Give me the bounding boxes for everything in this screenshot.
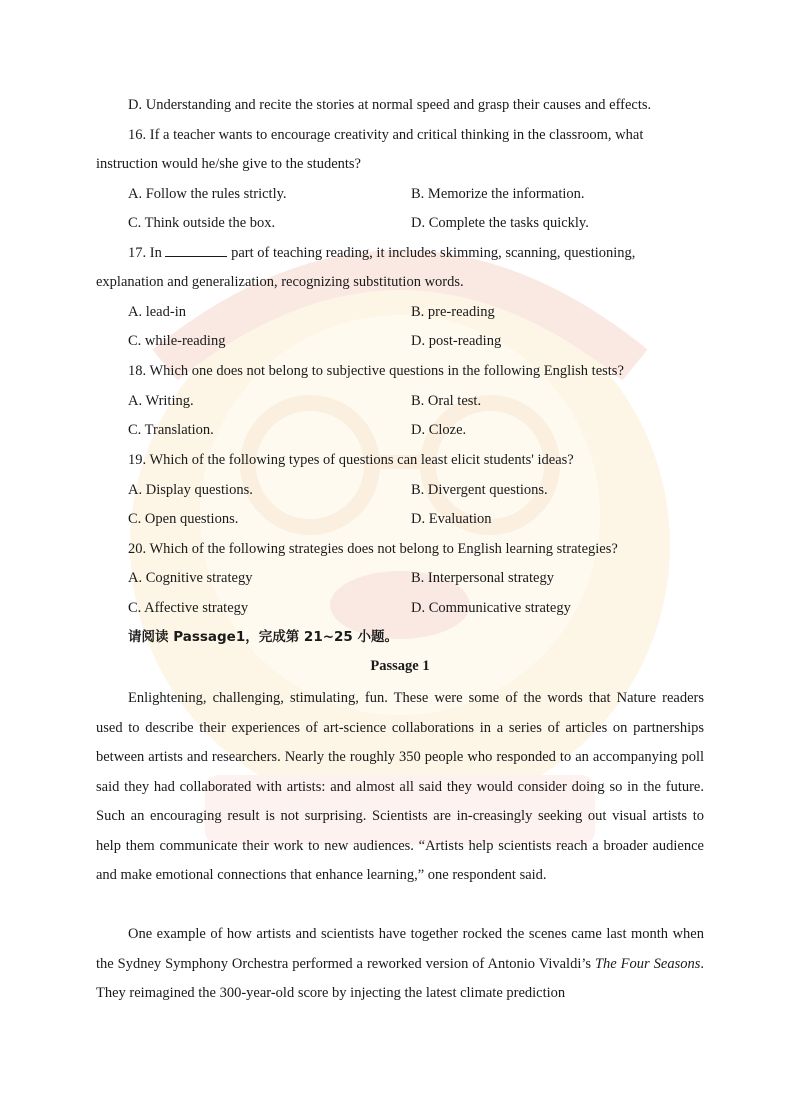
q17-stem-pre: 17. In xyxy=(128,245,162,261)
q18-option-c: C. Translation. xyxy=(128,422,214,438)
q17-stem-post: part of teaching reading, it includes skimming, scanning, questioning, xyxy=(231,245,636,261)
q16-stem: 16. If a teacher wants to encourage creativity and critical thinking in the classroom, what xyxy=(128,127,644,143)
passage-paragraph-2-post: . They reimagined the 300-year-old score by injecting the latest climate prediction xyxy=(96,955,704,1001)
q15-option-d: D. Understanding and recite the stories at normal speed and grasp their causes and effects. xyxy=(128,97,652,113)
q17-option-c: C. while-reading xyxy=(128,333,226,349)
q17-option-a: A. lead-in xyxy=(128,304,186,320)
q16-option-d: D. Complete the tasks quickly. xyxy=(411,215,589,231)
passage-paragraph-1-text: Enlightening, challenging, stimulating, fun. These were some of the words that Nature readers used to describe their experiences of art-science collaborations in a series of articles on partnerships between artists and researchers. Nearly the roughly 350 people who responded to an accompanying poll said they had collaborated with artists: and almost all said they would consider doing so in the future. Such an encouraging result is not surprising. Scientists are in-creasingly seeking out visual artists to help them communicate their work to new audiences. “Artists help scientists reach a broader audience and make emotional connections that enhance learning,” one respondent said. xyxy=(96,690,704,883)
q17-option-b: B. pre-reading xyxy=(411,304,495,320)
q18-option-d: D. Cloze. xyxy=(411,422,467,438)
q18-stem: 18. Which one does not belong to subjective questions in the following English tests? xyxy=(128,363,624,379)
q19-option-c: C. Open questions. xyxy=(128,511,239,527)
q17-stem-cont: explanation and generalization, recognizing substitution words. xyxy=(96,274,464,290)
q19-option-a: A. Display questions. xyxy=(128,482,253,498)
q19-option-d: D. Evaluation xyxy=(411,511,492,527)
q17-option-d: D. post-reading xyxy=(411,333,502,349)
passage-paragraph-2 xyxy=(96,920,704,1009)
q16-option-a: A. Follow the rules strictly. xyxy=(128,186,287,202)
q19-stem: 19. Which of the following types of questions can least elicit students' ideas? xyxy=(128,452,574,468)
passage-paragraph-2-pre: One example of how artists and scientists have together rocked the scenes came last month when the Sydney Symphony Orchestra performed a reworked version of Antonio Vivaldi’s xyxy=(96,926,704,972)
q18-option-b: B. Oral test. xyxy=(411,393,482,409)
passage-title: Passage 1 xyxy=(370,658,430,674)
answer-blank xyxy=(165,244,227,257)
q20-option-d: D. Communicative strategy xyxy=(411,600,571,616)
q17-stem xyxy=(128,243,635,263)
q20-stem: 20. Which of the following strategies does not belong to English learning strategies? xyxy=(128,541,618,557)
q20-option-a: A. Cognitive strategy xyxy=(128,570,253,586)
q18-option-a: A. Writing. xyxy=(128,393,194,409)
q20-option-b: B. Interpersonal strategy xyxy=(411,570,554,586)
section-instruction: 请阅读 Passage1，完成第 21~25 小题。 xyxy=(128,629,399,645)
q19-option-b: B. Divergent questions. xyxy=(411,482,548,498)
work-title-italic: The Four Seasons xyxy=(594,955,701,972)
q16-option-b: B. Memorize the information. xyxy=(411,186,585,202)
passage-paragraph-1 xyxy=(96,684,704,891)
q20-option-c: C. Affective strategy xyxy=(128,600,249,616)
q16-option-c: C. Think outside the box. xyxy=(128,215,276,231)
q16-stem-cont: instruction would he/she give to the students? xyxy=(96,156,361,172)
